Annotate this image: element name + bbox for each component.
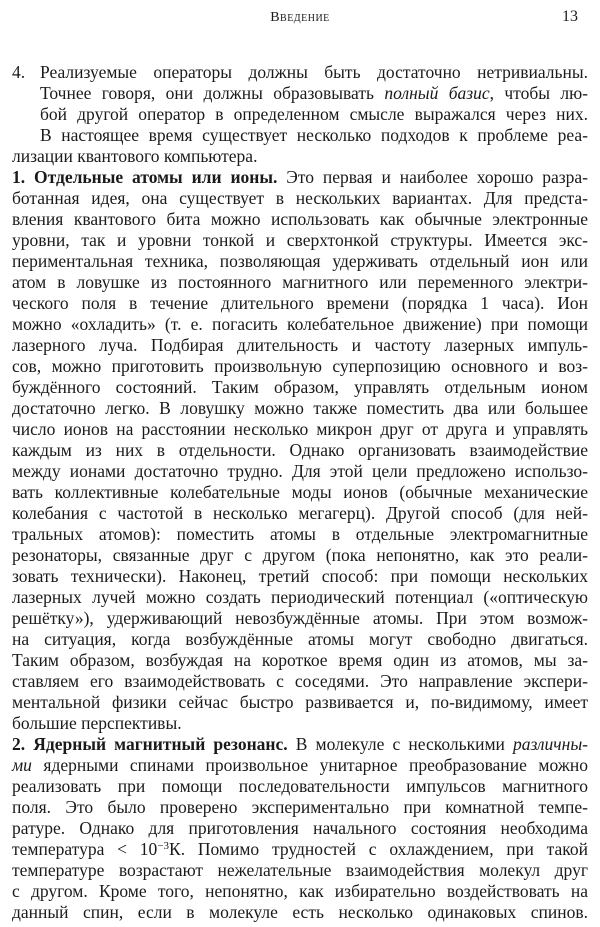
- text-line: [12, 566, 588, 587]
- text-line: [12, 167, 588, 188]
- text-line: [12, 419, 588, 440]
- text-run: лизации квантового компьютера.: [12, 146, 258, 166]
- text-line: [12, 629, 588, 650]
- text-line: [12, 839, 588, 860]
- text-run: ставляем его взаимодействовать с соседями. Это направление экспери-: [12, 671, 588, 691]
- text-run: температура < 10: [12, 839, 158, 859]
- text-run: В настоящее время существует несколько подходов к проблеме реа-: [40, 125, 588, 145]
- text-line: [12, 608, 588, 629]
- text-line: [12, 62, 588, 83]
- text-line: [12, 146, 588, 167]
- text-line: [12, 797, 588, 818]
- text-run: бой другой оператор в определенном смысле выражался через них.: [40, 104, 588, 124]
- text-run: между ионами достаточно трудно. Для этой цели предложено использо-: [12, 461, 588, 481]
- text-run: лазерного луча. Подбирая длительность и частоту лазерных импуль-: [12, 335, 588, 355]
- text-line: [12, 377, 588, 398]
- text-line: [12, 755, 588, 776]
- text-line: [12, 860, 588, 881]
- text-line: [12, 461, 588, 482]
- text-run: атом в ловушке из постоянного магнитного или переменного электри-: [12, 272, 588, 292]
- text-run: ботанная идея, она существует в нескольких вариантах. Для предста-: [12, 188, 588, 208]
- text-run: Реализуемые операторы должны быть достаточно нетривиальны.: [40, 62, 588, 82]
- text-run: на ситуация, когда возбуждённые атомы могут свободно двигаться.: [12, 629, 588, 649]
- text-run: с другом. Кроме того, непонятно, как избирательно воздействовать на: [12, 881, 588, 901]
- text-line: [12, 125, 588, 146]
- text-run: периментальная техника, позволяющая удерживать отдельный ион или: [12, 251, 588, 271]
- text-run: можно «охладить» (т. е. погасить колебательное движение) при помощи: [12, 314, 588, 334]
- bold-heading: 2. Ядерный магнитный резонанс.: [12, 734, 288, 754]
- text-run: температуре возрастают нежелательные взаимодействия молекул друг: [12, 860, 588, 880]
- text-line: [12, 482, 588, 503]
- text-run: тральных атомов): поместить атомы в отдельные электромагнитные: [12, 524, 588, 544]
- text-line: [12, 524, 588, 545]
- running-header-title: Введение: [270, 10, 330, 25]
- text-line: [12, 209, 588, 230]
- text-line: [12, 587, 588, 608]
- text-line: [12, 818, 588, 839]
- text-line: [12, 734, 588, 755]
- text-line: [12, 776, 588, 797]
- text-run: число ионов на расстоянии несколько микрон друг от друга и управлять: [12, 419, 588, 439]
- text-line: [12, 713, 588, 734]
- text-line: [12, 503, 588, 524]
- text-line: [12, 335, 588, 356]
- text-run: ческого поля в течение длительного времени (порядка 1 часа). Ион: [12, 293, 588, 313]
- text-run: Таким образом, возбуждая на короткое время один из атомов, мы за-: [12, 650, 588, 670]
- text-run: большие перспективы.: [12, 713, 182, 733]
- text-run: Это первая и наиболее хорошо разра-: [277, 167, 588, 187]
- text-line: [12, 230, 588, 251]
- text-run: К. Помимо трудностей с охлаждением, при такой: [169, 839, 588, 859]
- text-line: [12, 83, 588, 104]
- text-run: вления квантового бита можно использовать как обычные электронные: [12, 209, 588, 229]
- text-line: [12, 104, 588, 125]
- text-line: [12, 902, 588, 923]
- text-run: ядерными спинами произвольное унитарное преобразование можно: [31, 755, 588, 775]
- text-run: решётку»), удерживающий невозбуждённые атомы. При этом возмож-: [12, 608, 588, 628]
- italic-term: ми: [12, 755, 32, 775]
- text-line: [12, 251, 588, 272]
- text-run: ратуре. Однако для приготовления начального состояния необходима: [12, 818, 588, 838]
- text-run: В молекуле с несколькими: [287, 734, 514, 754]
- italic-term: различны-: [513, 734, 588, 754]
- text-run: поля. Это было проверено экспериментально при комнатной темпе-: [12, 797, 588, 817]
- text-run: Точнее говоря, они должны образовывать: [40, 83, 385, 103]
- bold-heading: 1. Отдельные атомы или ионы.: [12, 167, 278, 187]
- text-run: ментальной физики сейчас быстро развивается и, по-видимому, имеет: [12, 692, 588, 712]
- text-line: [12, 314, 588, 335]
- text-line: [12, 440, 588, 461]
- text-run: лазерных лучей можно создать периодический потенциал («оптическую: [12, 587, 588, 607]
- text-run: резонаторы, связанные друг с другом (пока непонятно, как это реали-: [12, 545, 588, 565]
- text-run: достаточно легко. В ловушку можно также поместить два или большее: [12, 398, 588, 418]
- text-run: буждённого состояний. Таким образом, управлять отдельным ионом: [12, 377, 588, 397]
- text-line: [12, 671, 588, 692]
- text-run: данный спин, если в молекуле есть несколько одинаковых спинов.: [12, 902, 588, 922]
- text-line: [12, 545, 588, 566]
- text-line: [12, 188, 588, 209]
- text-run: вать коллективные колебательные моды ионов (обычные механические: [12, 482, 588, 502]
- body-text: [12, 62, 588, 923]
- text-run: зовать технически). Наконец, третий способ: при помощи нескольких: [12, 566, 588, 586]
- text-run: колебания с частотой в несколько мегагерц). Другой способ (для ней-: [12, 503, 588, 523]
- text-line: [12, 293, 588, 314]
- text-line: [12, 272, 588, 293]
- text-line: [12, 398, 588, 419]
- text-run: реализовать при помощи последовательности импульсов магнитного: [12, 776, 588, 796]
- text-run: сов, можно приготовить произвольную суперпозицию основного и воз-: [12, 356, 588, 376]
- text-line: [12, 692, 588, 713]
- text-line: [12, 881, 588, 902]
- list-number: 4.: [12, 62, 26, 82]
- page-number: 13: [562, 8, 578, 25]
- text-line: [12, 650, 588, 671]
- text-run: , чтобы лю-: [489, 83, 589, 103]
- italic-term: полный базис: [384, 83, 490, 103]
- superscript: −3: [157, 840, 170, 852]
- text-run: уровни, так и уровни тонкой и сверхтонкой структуры. Имеется экс-: [12, 230, 588, 250]
- text-line: [12, 356, 588, 377]
- text-run: каждым из них в отдельности. Однако организовать взаимодействие: [12, 440, 588, 460]
